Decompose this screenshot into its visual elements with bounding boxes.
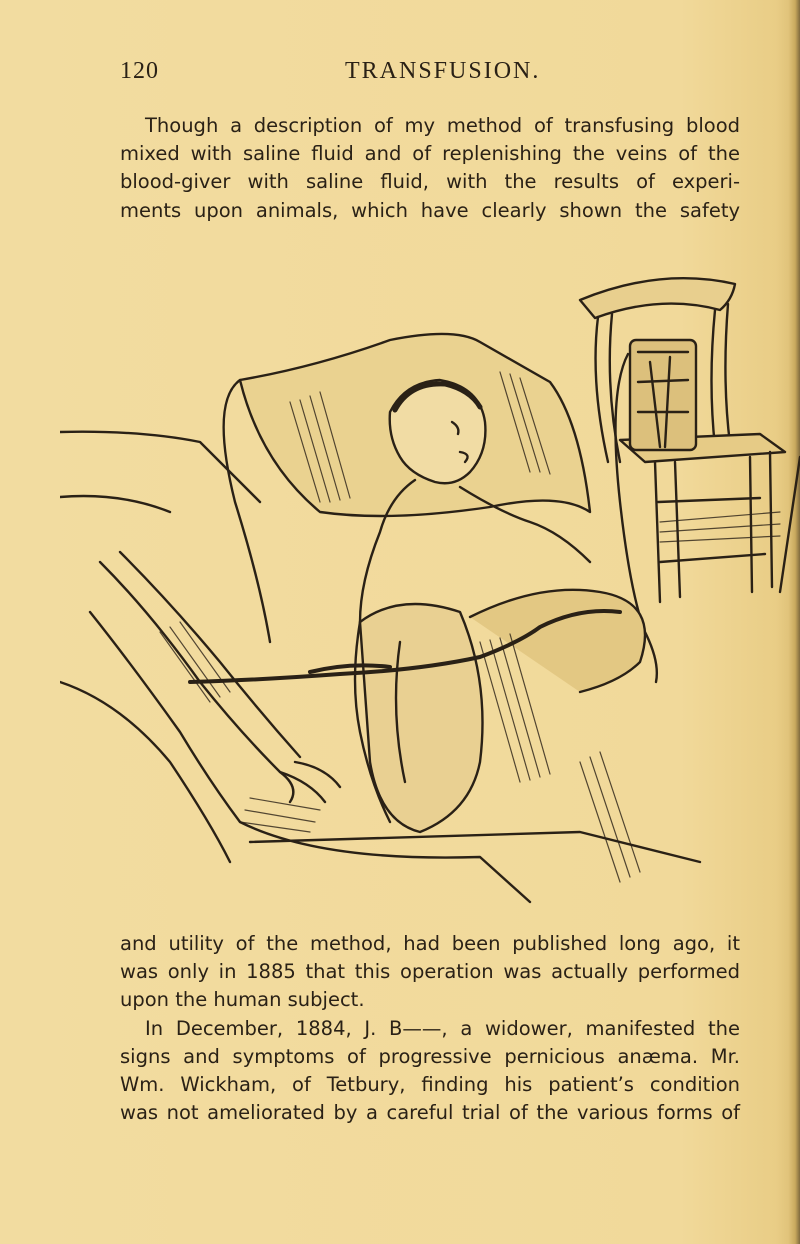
page-number: 120 bbox=[120, 58, 159, 84]
text-line: was not ameliorated by a careful trial of the various forms of bbox=[120, 1101, 740, 1125]
text-line: and utility of the method, had been published long ago, it bbox=[120, 932, 740, 955]
bed-drawing bbox=[60, 334, 700, 902]
transfusion-illustration bbox=[60, 262, 800, 912]
text-line: upon the human subject. bbox=[120, 988, 365, 1012]
text-line: ments upon animals, which have clearly shown the safety bbox=[120, 198, 740, 222]
text-line: Though a description of my method of transfusing blood bbox=[145, 114, 740, 137]
page-header bbox=[120, 58, 740, 92]
text-line: signs and symptoms of progressive pernicious anæma. Mr. bbox=[120, 1044, 740, 1068]
paragraph-continued bbox=[120, 930, 740, 1127]
text-line: mixed with saline fluid and of replenishing the veins of the bbox=[120, 142, 740, 166]
paragraph-top bbox=[120, 112, 740, 225]
text-line: Wm. Wickham, of Tetbury, finding his patient’s condition bbox=[120, 1073, 740, 1097]
text-line: was only in 1885 that this operation was actually performed bbox=[120, 960, 740, 984]
running-title: TRANSFUSION. bbox=[345, 58, 541, 84]
text-line: blood-giver with saline fluid, with the results of experi- bbox=[120, 170, 740, 194]
text-line: In December, 1884, J. B——, a widower, manifested the bbox=[145, 1016, 740, 1040]
